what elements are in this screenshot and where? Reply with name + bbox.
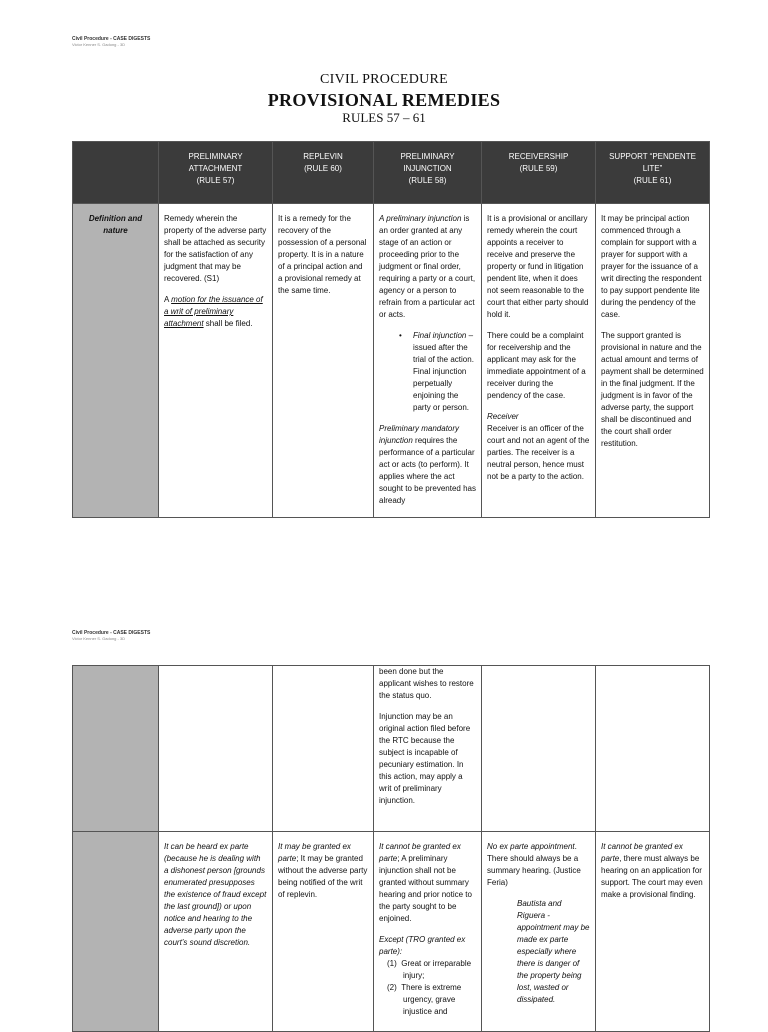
cell-receivership-definition: It is a provisional or ancillary remedy wherein the court appoints a receiver to receive and preserve the property or fund in litigation pendent lite, when it does not seem reasonable to the court that either party should hold it. There could be a complaint for receivership and the applicant may ask for the immediate appointment of a receiver during the pendency of the case. Receiver Receiver is an officer of the court and not an agent of the parties. The receiver is a neutral person, hence must not be a party to the action. xyxy=(482,204,596,518)
cell-injunction-ex-parte: It cannot be granted ex parte; A preliminary injunction shall not be granted without summary hearing and prior notice to the party sought to be enjoined. Except (TRO granted ex parte): (1) Great or irreparable injury; (2) There is extreme urgency, grave injustice and xyxy=(374,832,482,1032)
column-header-replevin: REPLEVIN (RULE 60) xyxy=(273,142,374,204)
row-label-cell xyxy=(73,832,159,1032)
cell-attachment-cont xyxy=(159,666,273,832)
column-header-attachment: PRELIMINARY ATTACHMENT (RULE 57) xyxy=(159,142,273,204)
list-item: (2) There is extreme urgency, grave injustice and xyxy=(387,983,462,1016)
remedies-table-continued xyxy=(72,665,710,1032)
column-header-receivership: RECEIVERSHIP (RULE 59) xyxy=(482,142,596,204)
list-item: • Final injunction – issued after the trial of the action. Final injunction perpetually enjoining the party or person. xyxy=(401,330,476,414)
header-title: Civil Procedure - CASE DIGESTS xyxy=(72,36,151,42)
title-line-2: PROVISIONAL REMEDIES xyxy=(267,90,501,110)
header-author: Victor Kenner S. Gadong - 3D xyxy=(72,42,126,47)
remedies-table xyxy=(72,141,710,518)
row-label-cell xyxy=(73,666,159,832)
title-line-3: RULES 57 – 61 xyxy=(342,110,426,125)
page-header xyxy=(72,36,150,48)
header-title: Civil Procedure - CASE DIGESTS xyxy=(72,630,151,636)
column-header-support: SUPPORT “PENDENTE LITE” (RULE 61) xyxy=(596,142,710,204)
row-label-definition: Definition and nature xyxy=(73,204,159,518)
cell-replevin-cont xyxy=(273,666,374,832)
cell-replevin-ex-parte: It may be granted ex parte; It may be granted without the adverse party being notified of the writ of replevin. xyxy=(273,832,374,1032)
cell-support-cont xyxy=(596,666,710,832)
cell-support-definition: It may be principal action commenced through a complain for support with a prayer for support with a prayer for the issuance of a writ directing the respondent to pay support pendente lite during the pendency of the case. The support granted is provisional in nature and the actual amount and terms of payment shall be determined in the final judgment. If the judgment is in favor of the adverse party, the support shall be discontinued and the court shall order restitution. xyxy=(596,204,710,518)
table-corner-cell xyxy=(73,142,159,204)
cell-injunction-cont: been done but the applicant wishes to restore the status quo. Injunction may be an original action filed before the RTC because the subject is incapable of pecuniary estimation. In this action, may apply a writ of preliminary injunction. xyxy=(374,666,482,832)
cell-replevin-definition: It is a remedy for the recovery of the possession of a personal property. It is in a nature of a principal action and a provisional remedy at the same time. xyxy=(273,204,374,518)
title-line-1: CIVIL PROCEDURE xyxy=(319,72,449,87)
cell-injunction-definition: A preliminary injunction is an order granted at any stage of an action or proceeding prior to the judgment or final order, requiring a party or a court, agency or a person to refrain from a particular act or acts. • Final injunction – issued after the trial of the action. Final injunction perpetually enjoining the party or person. Preliminary mandatory injunction requires the performance of a particular act or acts (to perform). It applies where the act sought to be prevented has already xyxy=(374,204,482,518)
header-author: Victor Kenner S. Gadong - 3D xyxy=(72,636,126,641)
cell-attachment-definition: Remedy wherein the property of the adverse party shall be attached as security for the satisfaction of any judgment that may be recovered. (S1) A motion for the issuance of a writ of preliminary attachment shall be filed. xyxy=(159,204,273,518)
page-header-2 xyxy=(72,630,150,642)
cell-attachment-ex-parte: It can be heard ex parte (because he is dealing with a dishonest person [grounds enumerated presupposes the existence of fraud except the last ground]) or upon notice and hearing to the adverse party upon the court’s sound discretion. xyxy=(159,832,273,1032)
cell-support-ex-parte: It cannot be granted ex parte, there must always be hearing on an application for support. The court may even make a provisional finding. xyxy=(596,832,710,1032)
list-item: (1) Great or irreparable injury; xyxy=(387,959,472,980)
column-header-injunction: PRELIMINARY INJUNCTION (RULE 58) xyxy=(374,142,482,204)
cell-receivership-cont xyxy=(482,666,596,832)
cell-receivership-ex-parte: No ex parte appointment. There should always be a summary hearing. (Justice Feria) Bautista and Riguera - appointment may be made ex parte especially where there is danger of the property being lost, wasted or dissipated. xyxy=(482,832,596,1032)
